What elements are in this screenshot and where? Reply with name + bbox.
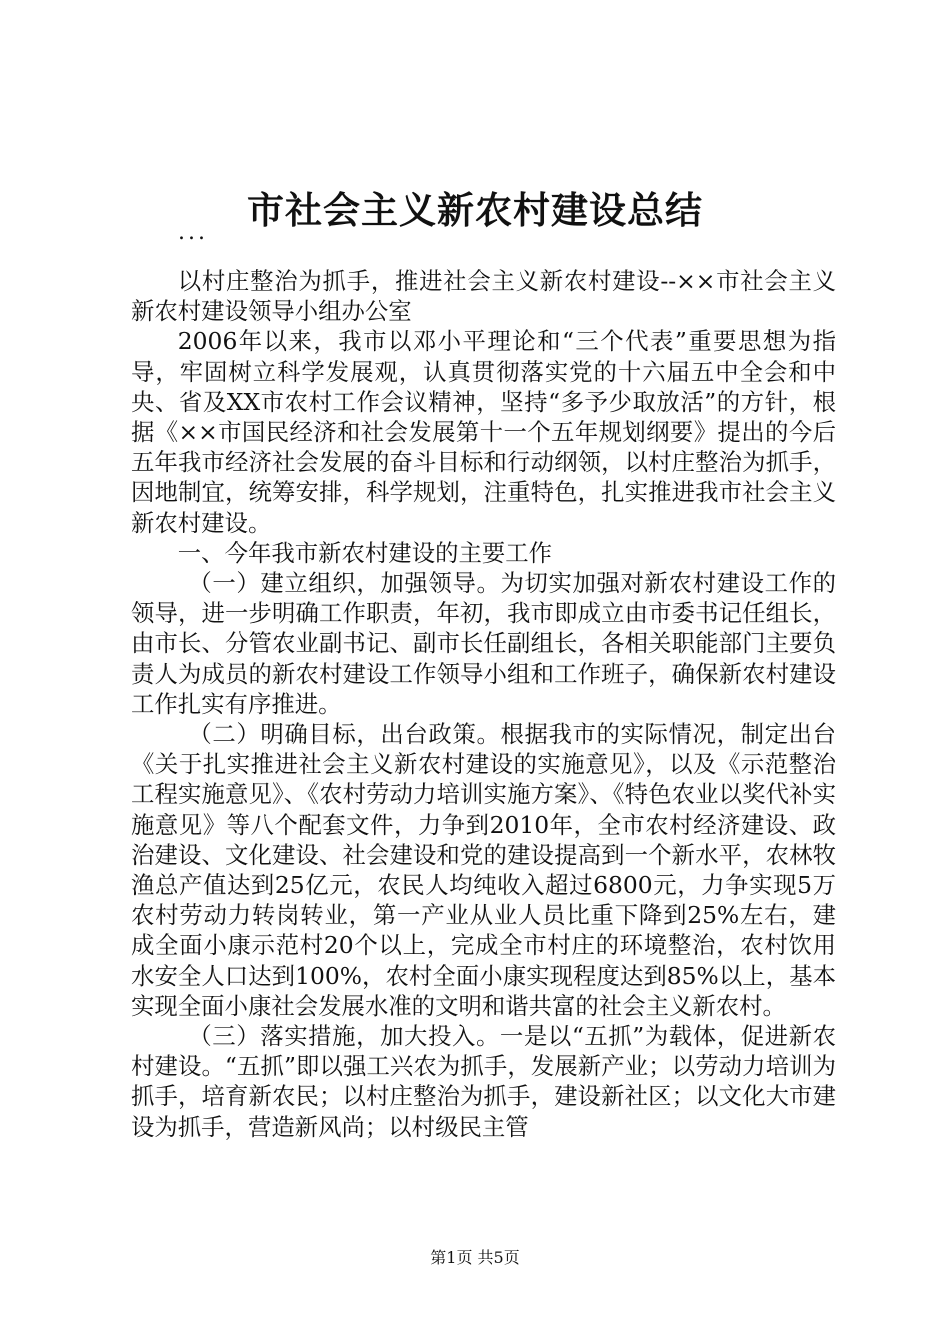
paragraph-organization: （一）建立组织，加强领导。为切实加强对新农村建设工作的领导，进一步明确工作职责，年初，我市即成立由市委书记任组长，由市长、分管农业副书记、副市长任副组长，各相关职能部门主要负责人为成员的新农村建设工作领导小组和工作班子，确保新农村建设工作扎实有序推进。 bbox=[131, 569, 836, 718]
paragraph-intro: 2006年以来，我市以邓小平理论和“三个代表”重要思想为指导，牢固树立科学发展观，认真贯彻落实党的十六届五中全会和中央、省及XX市农村工作会议精神，坚持“多予少取放活”的方针，根据《××市国民经济和社会发展第十一个五年规划纲要》提出的今后五年我市经济社会发展的奋斗目标和行动纲领，以村庄整治为抓手，因地制宜，统筹安排，科学规划，注重特色，扎实推进我市社会主义新农村建设。 bbox=[131, 327, 836, 537]
ellipsis-marker: ... bbox=[178, 220, 208, 245]
document-title: 市社会主义新农村建设总结 bbox=[247, 188, 703, 232]
paragraph-measures: （三）落实措施，加大投入。一是以“五抓”为载体，促进新农村建设。“五抓”即以强工兴农为抓手，发展新产业；以劳动力培训为抓手，培育新农民；以村庄整治为抓手，建设新社区；以文化大市建设为抓手，营造新风尚；以村级民主管 bbox=[131, 1022, 836, 1141]
section-heading: 一、今年我市新农村建设的主要工作 bbox=[177, 538, 553, 567]
document-body bbox=[131, 266, 836, 1142]
page-number: 第1页 共5页 bbox=[430, 1248, 520, 1267]
paragraph-subtitle: 以村庄整治为抓手，推进社会主义新农村建设--××市社会主义新农村建设领导小组办公室 bbox=[131, 267, 836, 326]
paragraph-goals: （二）明确目标，出台政策。根据我市的实际情况，制定出台《关于扎实推进社会主义新农村建设的实施意见》，以及《示范整治工程实施意见》、《农村劳动力培训实施方案》、《特色农业以奖代补实施意见》等八个配套文件，力争到2010年，全市农村经济建设、政治建设、文化建设、社会建设和党的建设提高到一个新水平，农林牧渔总产值达到25亿元，农民人均纯收入超过6800元，力争实现5万农村劳动力转岗转业，第一产业从业人员比重下降到25%左右，建成全面小康示范村20个以上，完成全市村庄的环境整治，农村饮用水安全人口达到100%，农村全面小康实现程度达到85%以上，基本实现全面小康社会发展水准的文明和谐共富的社会主义新农村。 bbox=[131, 720, 836, 1020]
